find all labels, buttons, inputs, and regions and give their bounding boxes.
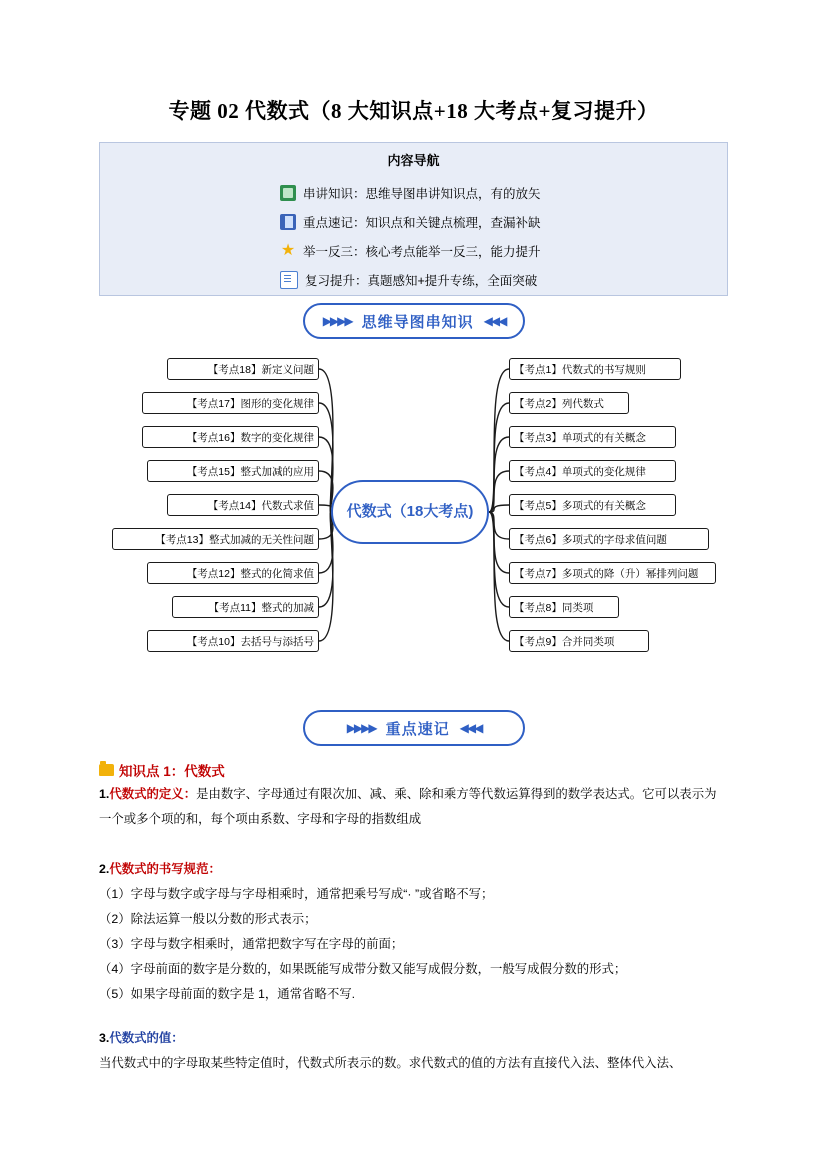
knowledge-point-separator: ： xyxy=(170,764,185,779)
nav-item-label: 举一反三：核心考点能举一反三，能力提升 xyxy=(303,244,541,259)
rule-item: （4）字母前面的数字是分数的，如果既能写成带分数又能写成假分数，一般写成假分数的形式； xyxy=(99,962,627,976)
term-label: 代数式的定义 xyxy=(109,787,184,801)
nav-item xyxy=(100,265,727,294)
rule-item: （5）如果字母前面的数字是 1，通常省略不写. xyxy=(99,987,356,1001)
definition-paragraph xyxy=(99,782,728,832)
star-icon: ★ xyxy=(280,241,296,259)
arrows-right-icon: ▶▶▶▶ xyxy=(346,721,376,735)
term-colon: ： xyxy=(208,862,221,876)
rule-item: （1）字母与数字或字母与字母相乘时，通常把乘号写成“· ”或省略不写； xyxy=(99,887,494,901)
term-colon: ： xyxy=(183,787,197,801)
nav-box-heading: 内容导航 xyxy=(387,153,440,168)
item-number: 2. xyxy=(99,862,110,876)
content-navigation-box xyxy=(99,142,728,296)
item-number: 1. xyxy=(99,787,110,801)
mindmap-node-right: 【考点8】同类项 xyxy=(509,596,619,618)
value-section xyxy=(99,1026,728,1076)
value-text: 当代数式中的字母取某些特定值时，代数式所表示的数。求代数式的值的方法有直接代入法、整体代入法、 xyxy=(99,1056,682,1070)
section-banner-label: 重点速记 xyxy=(385,720,450,738)
nav-item-label: 串讲知识：思维导图串讲知识点，有的放矢 xyxy=(303,186,541,201)
folder-icon xyxy=(99,764,114,776)
mindmap-node-right: 【考点1】代数式的书写规则 xyxy=(509,358,681,380)
mindmap-node-left: 【考点15】整式加减的应用 xyxy=(147,460,319,482)
section-banner-mindmap xyxy=(303,303,525,339)
mindmap-node-right: 【考点4】单项式的变化规律 xyxy=(509,460,676,482)
nav-item xyxy=(100,207,727,236)
item-number: 3. xyxy=(99,1031,110,1045)
nav-item-label: 重点速记：知识点和关键点梳理，查漏补缺 xyxy=(303,215,541,230)
clipboard-icon xyxy=(280,271,298,289)
mindmap-node-left: 【考点13】整式加减的无关性问题 xyxy=(112,528,319,550)
rule-item: （3）字母与数字相乘时，通常把数字写在字母的前面； xyxy=(99,937,404,951)
mindmap-diagram xyxy=(112,358,716,668)
page-title: 专题 02 代数式（8 大知识点+18 大考点+复习提升） xyxy=(168,99,659,123)
mindmap-node-right: 【考点6】多项式的字母求值问题 xyxy=(509,528,709,550)
section-banner-notes xyxy=(303,710,525,746)
mindmap-node-left: 【考点14】代数式求值 xyxy=(167,494,319,516)
mindmap-node-right: 【考点7】多项式的降（升）幂排列问题 xyxy=(509,562,716,584)
arrows-left-icon: ◀◀◀ xyxy=(483,314,506,328)
mindmap-node-left: 【考点10】去括号与添括号 xyxy=(147,630,319,652)
notebook-icon xyxy=(280,214,296,230)
mindmap-node-right: 【考点3】单项式的有关概念 xyxy=(509,426,676,448)
section-banner-label: 思维导图串知识 xyxy=(361,313,474,331)
nav-item xyxy=(100,236,727,265)
knowledge-point-heading xyxy=(99,760,225,780)
rule-item: （2）除法运算一般以分数的形式表示； xyxy=(99,912,317,926)
mindmap-center-node: 代数式（18大考点) xyxy=(331,480,489,544)
nav-item-label: 复习提升：真题感知+提升专练，全面突破 xyxy=(305,273,538,288)
nav-item-list xyxy=(100,178,727,294)
mindmap-node-left: 【考点17】图形的变化规律 xyxy=(142,392,319,414)
writing-rules-section xyxy=(99,857,728,1007)
mindmap-node-left: 【考点11】整式的加减 xyxy=(172,596,319,618)
arrows-left-icon: ◀◀◀ xyxy=(459,721,482,735)
term-label: 代数式的书写规范 xyxy=(109,862,209,876)
mindmap-node-right: 【考点9】合并同类项 xyxy=(509,630,649,652)
term-colon: ： xyxy=(171,1031,184,1045)
nav-item xyxy=(100,178,727,207)
mindmap-node-left: 【考点12】整式的化简求值 xyxy=(147,562,319,584)
knowledge-point-title: 代数式 xyxy=(184,764,225,779)
arrows-right-icon: ▶▶▶▶ xyxy=(322,314,352,328)
mindmap-node-left: 【考点18】新定义问题 xyxy=(167,358,319,380)
mindmap-node-right: 【考点5】多项式的有关概念 xyxy=(509,494,676,516)
term-label: 代数式的值 xyxy=(109,1031,172,1045)
knowledge-point-label: 知识点 1 xyxy=(119,764,171,779)
mindmap-node-left: 【考点16】数字的变化规律 xyxy=(142,426,319,448)
book-icon xyxy=(280,185,296,201)
definition-text: 是由数字、字母通过有限次加、减、乘、除和乘方等代数运算得到的数学表达式。它可以表示为一个或多个项的和，每个项由系数、字母和字母的指数组成 xyxy=(99,787,717,826)
mindmap-node-right: 【考点2】列代数式 xyxy=(509,392,629,414)
